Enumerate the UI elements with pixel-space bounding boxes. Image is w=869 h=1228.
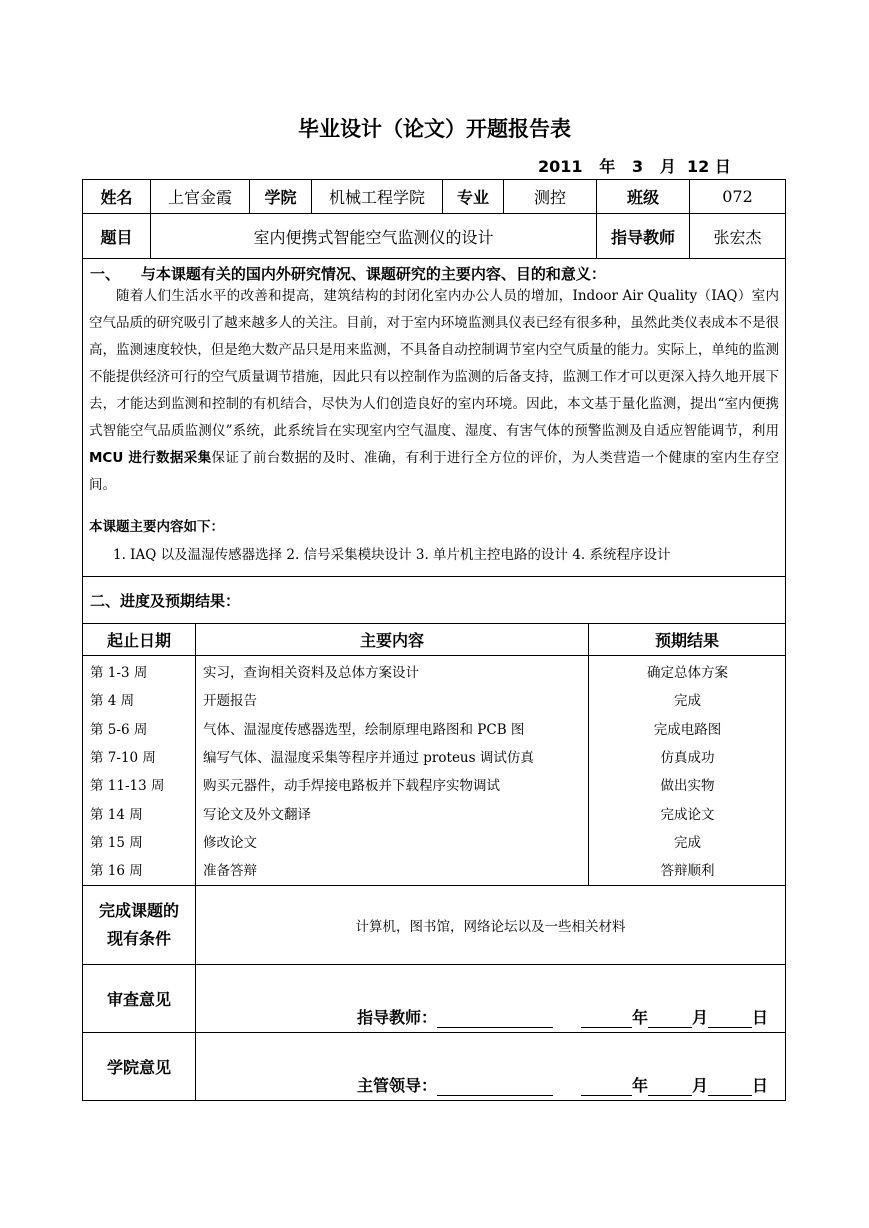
row-date: 第 4 周 [90,693,135,709]
major-label: 专业 [456,188,489,207]
row-content: 实习，查询相关资料及总体方案设计 [203,665,419,681]
date-day-unit: 日 [714,157,731,176]
row-content: 写论文及外文翻译 [203,807,311,823]
college-signer-label: 主管领导： [357,1076,438,1095]
section2-heading: 二、进度及预期结果： [90,592,241,610]
para-text-b: 保证了前台数据的及时、准确，有利于进行全方位的评价，为人类营造一个健康的室内生存空间。 [89,450,779,493]
date-year-unit: 年 [599,157,616,176]
section1-number: 一、 [90,265,121,283]
day-blank [708,1009,752,1028]
date-day: 12 [687,157,710,176]
advisor-value: 张宏杰 [713,227,762,247]
review-signer-label: 指导教师： [357,1008,438,1027]
rule [195,623,196,885]
review-label: 审查意见 [106,990,171,1009]
college-signature-line [357,1073,768,1096]
row-content: 购买元器件，动手焊接电路板并下载程序实物调试 [203,778,500,794]
month-blank [648,1077,692,1096]
row-content: 修改论文 [203,835,257,851]
review-day-unit: 日 [752,1008,769,1027]
college-opinion-label: 学院意见 [106,1058,171,1077]
year-blank [581,1077,632,1096]
column-header-content: 主要内容 [359,631,424,650]
para-text-a: 随着人们生活水平的改善和提高，建筑结构的封闭化室内办公人员的增加，Indoor Air Quality（IAQ）室内空气品质的研究吸引了越来越多人的关注。目前，对于室内环境监测具仪表已经有很多种，虽然此类仪表成本不是很高，监测速度较快，但是绝大数产品只是用来监测，不具备自动控制调节室内空气质量的能力。实际上，单纯的监测不能提供经济可行的空气质量调节措施，因此只有以控制作为监测的后备支持，监测工作才可以更深入持久地开展下去，才能达到监测和控制的有机结合，尽快为人们创造良好的室内环境。因此，本文基于量化监测，提出“室内便携式智能空气品质监测仪”系统，此系统旨在实现室内空气温度、湿度、有害气体的预警监测及自适应智能调节，利用 [89,288,779,439]
conditions-label-line1: 完成课题的 [98,901,179,920]
row-date: 第 11-13 周 [90,778,165,794]
rule [82,258,786,259]
row-result: 完成电路图 [653,722,722,738]
college-month-unit: 月 [692,1076,709,1095]
college-value: 机械工程学院 [328,188,425,207]
section1-paragraph [89,283,779,499]
review-signature-line [357,1005,768,1028]
row-result: 做出实物 [660,778,715,794]
topic-value: 室内便携式智能空气监测仪的设计 [253,227,494,247]
college-year-unit: 年 [632,1076,649,1095]
name-label: 姓名 [100,188,133,207]
topic-label: 题目 [100,227,133,247]
row-content: 准备答辩 [203,863,257,879]
section1-title: 与本课题有关的国内外研究情况、课题研究的主要内容、目的和意义： [140,265,606,283]
row-date: 第 15 周 [90,835,143,851]
row-content: 编写气体、温湿度采集等程序并通过 proteus 调试仿真 [203,750,534,766]
row-date: 第 7-10 周 [90,750,156,766]
row-date: 第 1-3 周 [90,665,148,681]
row-date: 第 16 周 [90,863,143,879]
class-value: 072 [722,187,753,206]
row-content: 开题报告 [203,693,257,709]
review-month-unit: 月 [692,1008,709,1027]
para-text-bold: MCU 进行数据采集 [89,450,212,466]
signature-blank [437,1009,553,1028]
column-header-date: 起止日期 [106,631,171,650]
date-month: 3 [631,157,644,176]
row-result: 完成 [674,693,701,709]
college-day-unit: 日 [752,1076,769,1095]
column-header-result: 预期结果 [654,631,719,650]
conditions-label [83,886,195,964]
college-label: 学院 [264,188,297,207]
row-content: 气体、温湿度传感器选型，绘制原理电路图和 PCB 图 [203,722,525,738]
date-year: 2011 [538,157,583,176]
conditions-label-line2: 现有条件 [106,929,171,948]
page-title: 毕业设计（论文）开题报告表 [298,117,571,141]
content-heading: 本课题主要内容如下： [89,519,224,535]
row-result: 完成论文 [660,807,715,823]
row-result: 仿真成功 [660,750,715,766]
advisor-label: 指导教师 [610,227,675,247]
rule [82,576,786,577]
rule [82,655,786,656]
signature-blank [437,1077,553,1096]
report-date [538,154,731,177]
year-blank [581,1009,632,1028]
row-result: 完成 [674,835,701,851]
content-items: 1. IAQ 以及温湿传感器选择 2. 信号采集模块设计 3. 单片机主控电路的设计 4. 系统程序设计 [113,547,671,563]
section1-heading [90,263,606,284]
conditions-value: 计算机，图书馆，网络论坛以及一些相关材料 [355,919,626,935]
review-year-unit: 年 [632,1008,649,1027]
month-blank [648,1009,692,1028]
row-result: 答辩顺利 [660,863,715,879]
student-name: 上官金霞 [167,188,232,207]
row-result: 确定总体方案 [647,665,728,681]
class-label: 班级 [626,188,659,207]
row-date: 第 14 周 [90,807,143,823]
major-value: 测控 [533,188,566,207]
row-date: 第 5-6 周 [90,722,148,738]
date-month-unit: 月 [659,157,676,176]
day-blank [708,1077,752,1096]
